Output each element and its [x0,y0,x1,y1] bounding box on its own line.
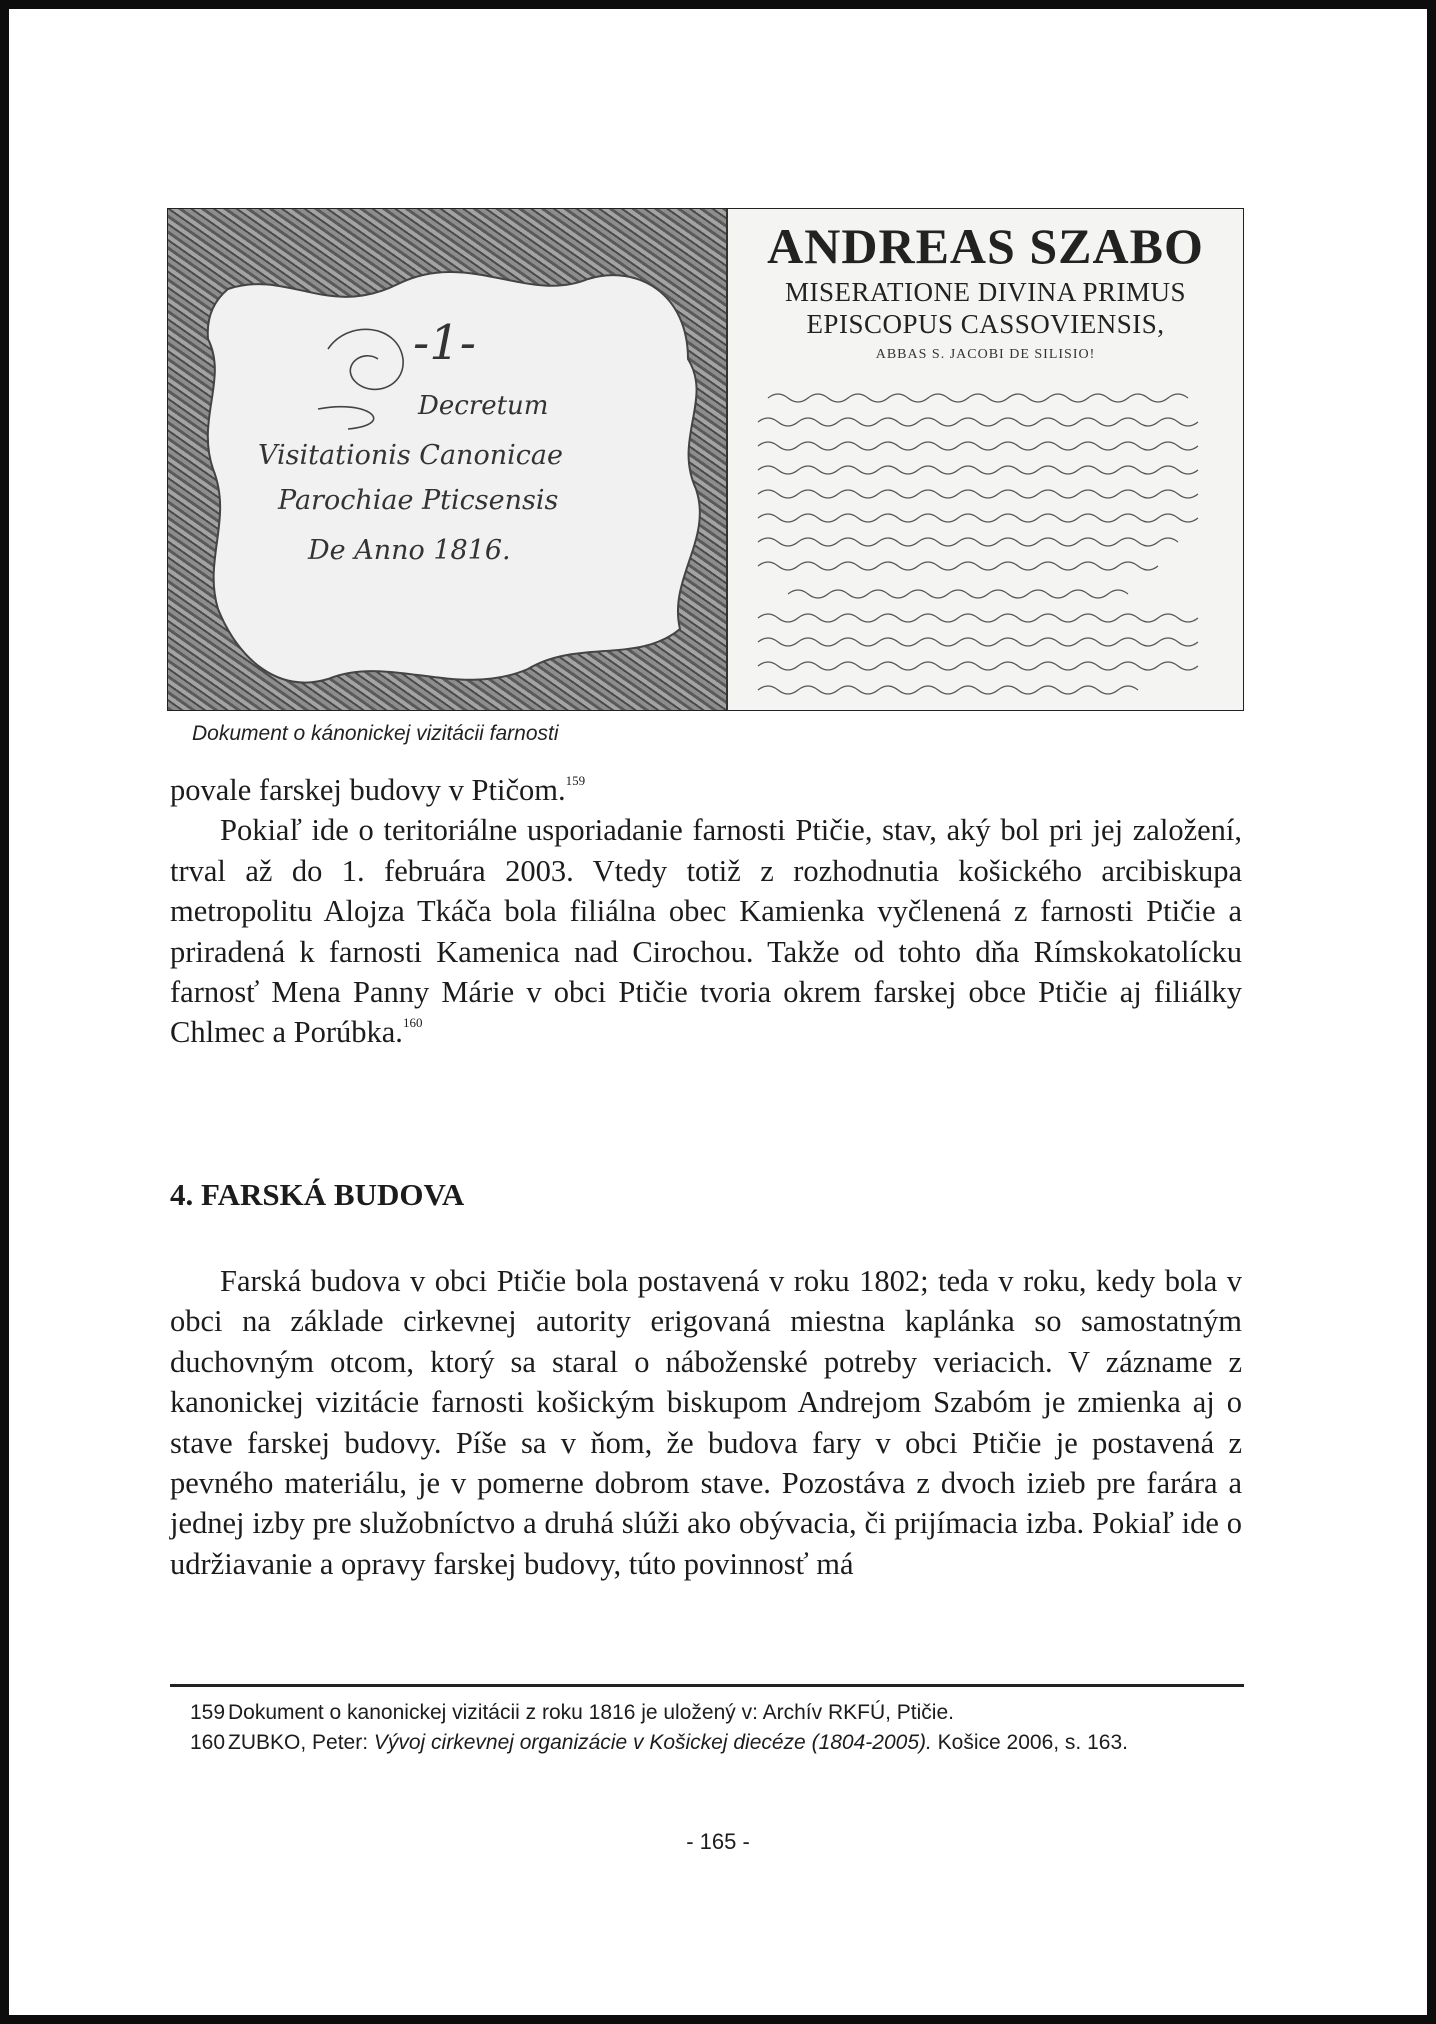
para2-text: Pokiaľ ide o teritoriálne usporiadanie farnosti Ptičie, stav, aký bol pri jej založení, trval až do 1. februára 2003. Vtedy totiž z rozhodnutia košického arcibiskupa metropolitu Alojza Tkáča bola filiálna obec Kamienka vyčlenená z farnosti Ptičie a priradená k farnosti Kamenica nad Cirochou. Takže od tohto dňa Rímskokatolícku farnosť Mena Panny Márie v obci Ptičie tvoria okrem farskej obce Ptičie aj filiálky Chlmec a Porúbka. [170,813,1242,1050]
document-figure [167,208,1244,711]
footnote-book-title: Vývoj cirkevnej organizácie v Košickej diecéze (1804-2005). [373,1731,932,1754]
footnotes [190,1698,1244,1758]
footnote-publication: Košice 2006, s. 163. [931,1731,1128,1754]
footnote-divider [170,1684,1244,1687]
parish-building-paragraph [170,1261,1242,1584]
decree-subtitle-2: EPISCOPUS CASSOVIENSIS, [806,309,1165,339]
hw-line-2: Visitationis Canonicae [258,440,563,471]
decree-header-image [726,209,1243,710]
cartouche-drawing [168,209,726,710]
decree-subtitle-1: MISERATIONE DIVINA PRIMUS [784,277,1187,307]
cartouche-image [168,209,726,710]
footnote-text: Dokument o kanonickej vizitácii z roku 1816 je uložený v: Archív RKFÚ, Ptičie. [228,1701,954,1724]
hw-line-3: Parochiae Pticsensis [278,485,559,516]
footnote-number: 159 [190,1701,226,1724]
decree-title: ANDREAS SZABO [767,218,1204,274]
continuation-paragraph [170,770,1242,1053]
territorial-paragraph [170,810,1242,1052]
handwriting-scribbles [748,384,1218,704]
hw-line-1: Decretum [418,391,549,421]
footnote-number: 160 [190,1731,226,1754]
footnote-159 [190,1698,1244,1728]
decree-subtitle-3: ABBAS S. JACOBI DE SILISIO! [875,347,1096,362]
para3-text: Farská budova v obci Ptičie bola postavená v roku 1802; teda v roku, kedy bola v obci na základe cirkevnej autority erigovaná miestna kaplánka so samostatným duchovným otcom, ktorý sa staral o náboženské potreby veriacich. V zázname z kanonickej vizitácie farnosti košickým biskupom Andrejom Szabóm je zmienka aj o stave farskej budovy. Píše sa v ňom, že budova fary v obci Ptičie je postavená z pevného materiálu, je v pomerne dobrom stave. Pozostáva z dvoch izieb pre farára a jednej izby pre služobníctvo a druhá slúži ako obývacia, či prijímacia izba. Pokiaľ ide o udržiavanie a opravy farskej budovy, túto povinnosť má [170,1264,1242,1581]
para1-text: povale farskej budovy v Ptičom. [170,773,566,807]
footnote-author: ZUBKO, Peter: [228,1731,374,1754]
hw-number: -1- [413,315,476,371]
figure-caption: Dokument o kánonickej vizitácii farnosti [192,722,559,745]
handwritten-text-block [748,384,1218,704]
footnote-ref-159[interactable]: 159 [565,773,586,788]
footnote-ref-160[interactable]: 160 [402,1015,423,1031]
footnote-text [228,1728,1244,1758]
page-number: - 165 - [686,1829,750,1854]
footnote-160 [190,1728,1244,1758]
section-heading: 4. FARSKÁ BUDOVA [170,1177,465,1212]
hw-line-4: De Anno 1816. [308,535,511,566]
